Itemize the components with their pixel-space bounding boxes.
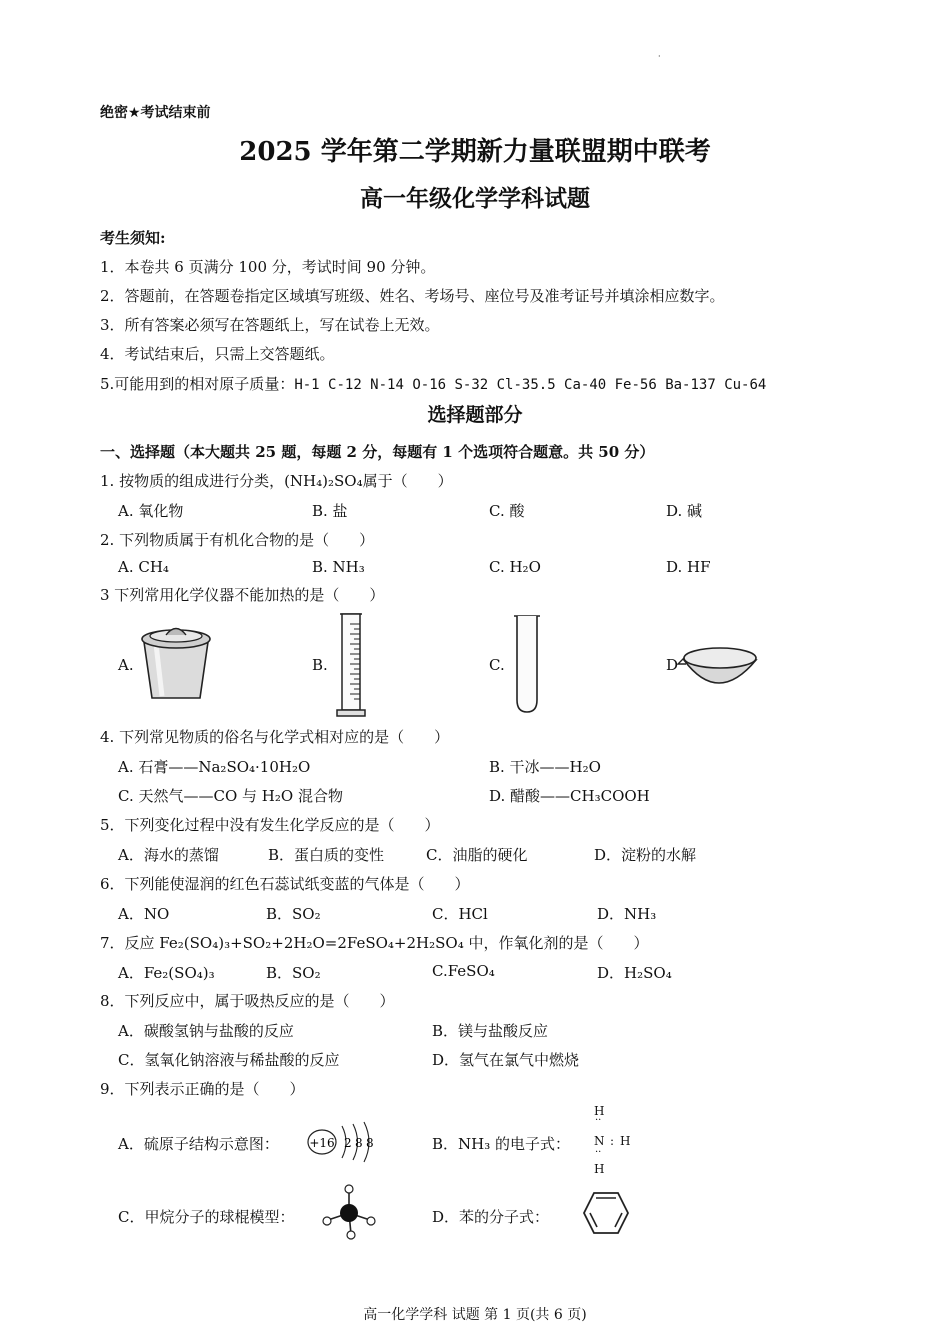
atom-h: H [594, 1104, 605, 1118]
option-d: D．H₂SO₄ [597, 964, 672, 982]
option-b: B．SO₂ [266, 964, 321, 982]
sulfur-atom-diagram [306, 1120, 388, 1164]
option-c: C.FeSO₄ [432, 962, 495, 980]
section-heading: 一、选择题（本大题共 25 题，每题 2 分，每题有 1 个选项符合题意。共 50 分） [100, 443, 655, 461]
shell-electrons: 8 [366, 1136, 374, 1150]
option-b: B．蛋白质的变性 [268, 846, 385, 864]
option-c: C．HCl [432, 905, 488, 923]
option-d: D．氢气在氯气中燃烧 [432, 1051, 580, 1069]
question-stem: 9．下列表示正确的是（ ） [100, 1080, 305, 1098]
notice-item: 1．本卷共 6 页满分 100 分，考试时间 90 分钟。 [100, 258, 436, 276]
question-stem: 5．下列变化过程中没有发生化学反应的是（ ） [100, 816, 440, 834]
option-c: C. [489, 656, 505, 674]
option-a: A．海水的蒸馏 [118, 846, 219, 864]
question-stem: 3 下列常用化学仪器不能加热的是（ ） [100, 586, 385, 604]
methane-ball-stick-icon [322, 1184, 378, 1240]
graduated-cylinder-icon [336, 612, 366, 718]
option-c: C. 天然气——CO 与 H₂O 混合物 [118, 787, 343, 805]
option-b: B. 干冰——H₂O [489, 758, 601, 776]
exam-subtitle: 高一年级化学学科试题 [360, 185, 590, 212]
question-stem: 1. 按物质的组成进行分类，(NH₄)₂SO₄属于（ ） [100, 472, 453, 490]
shell-electrons: 2 [344, 1136, 352, 1150]
option-a: A．Fe₂(SO₄)₃ [118, 964, 215, 982]
nucleus-charge: +16 [309, 1136, 335, 1150]
option-a: A. [118, 656, 134, 674]
option-b: B. NH₃ [312, 558, 365, 576]
question-stem: 6．下列能使湿润的红色石蕊试纸变蓝的气体是（ ） [100, 875, 470, 893]
section-title: 选择题部分 [427, 404, 523, 426]
exam-title: 2025 学年第二学期新力量联盟期中联考 [239, 137, 711, 167]
secret-label: 绝密★考试结束前 [100, 105, 211, 121]
option-d: D．苯的分子式： [432, 1208, 550, 1226]
option-c: C. 酸 [489, 502, 525, 520]
option-a: A．碳酸氢钠与盐酸的反应 [118, 1022, 294, 1040]
question-stem: 7．反应 Fe₂(SO₄)₃+SO₂+2H₂O=2FeSO₄+2H₂SO₄ 中，作氧化剂的是（ ） [100, 934, 649, 952]
benzene-ring-icon [582, 1190, 630, 1236]
option-b: B．SO₂ [266, 905, 321, 923]
option-d: D．NH₃ [597, 905, 657, 923]
option-d: D. HF [666, 558, 711, 576]
option-b: B．镁与盐酸反应 [432, 1022, 549, 1040]
notice-item-atomic-mass [100, 373, 766, 394]
atom-h: H [594, 1162, 605, 1176]
option-b: B．NH₃ 的电子式： [432, 1135, 571, 1153]
atom-n: N [594, 1134, 605, 1148]
option-c: C．油脂的硬化 [426, 846, 528, 864]
option-a: A．硫原子结构示意图： [118, 1135, 279, 1153]
atom-h: H [620, 1134, 631, 1148]
question-stem: 4. 下列常见物质的俗名与化学式相对应的是（ ） [100, 728, 450, 746]
option-c: C．氢氧化钠溶液与稀盐酸的反应 [118, 1051, 340, 1069]
option-b: B. [312, 656, 328, 674]
option-a: A．NO [118, 905, 170, 923]
notice-heading: 考生须知: [100, 229, 166, 247]
option-d: D．淀粉的水解 [594, 846, 697, 864]
option-d: D. 碱 [666, 502, 703, 520]
option-a: A. 氧化物 [118, 502, 184, 520]
crucible-icon [136, 624, 216, 702]
electron-pair: ·· [595, 1147, 602, 1158]
question-stem: 2. 下列物质属于有机化合物的是（ ） [100, 531, 375, 549]
option-a: A. 石膏——Na₂SO₄·10H₂O [118, 758, 311, 776]
atomic-mass-prefix: 5.可能用到的相对原子质量： [100, 375, 295, 393]
page-mark: · [658, 52, 661, 61]
option-a: A. CH₄ [118, 558, 169, 576]
test-tube-icon [512, 614, 542, 714]
page-footer: 高一化学学科 试题 第 1 页(共 6 页) [363, 1307, 587, 1323]
atomic-mass-list: H-1 C-12 N-14 O-16 S-32 Cl-35.5 Ca-40 Fe-56 Ba-137 Cu-64 [294, 377, 767, 393]
option-b: B. 盐 [312, 502, 348, 520]
notice-item: 3．所有答案必须写在答题纸上，写在试卷上无效。 [100, 316, 440, 334]
electron-pair: ·· [595, 1115, 602, 1126]
evaporating-dish-icon [676, 636, 760, 692]
question-stem: 8．下列反应中，属于吸热反应的是（ ） [100, 992, 395, 1010]
option-c: C．甲烷分子的球棍模型： [118, 1208, 295, 1226]
shell-electrons: 8 [355, 1136, 363, 1150]
notice-item: 2．答题前，在答题卷指定区域填写班级、姓名、考场号、座位号及准考证号并填涂相应数字。 [100, 287, 725, 305]
option-c: C. H₂O [489, 558, 541, 576]
notice-item: 4．考试结束后，只需上交答题纸。 [100, 345, 335, 363]
electron-pair: : [610, 1134, 615, 1148]
option-d: D. 醋酸——CH₃COOH [489, 787, 650, 805]
option-d: D [666, 656, 679, 674]
